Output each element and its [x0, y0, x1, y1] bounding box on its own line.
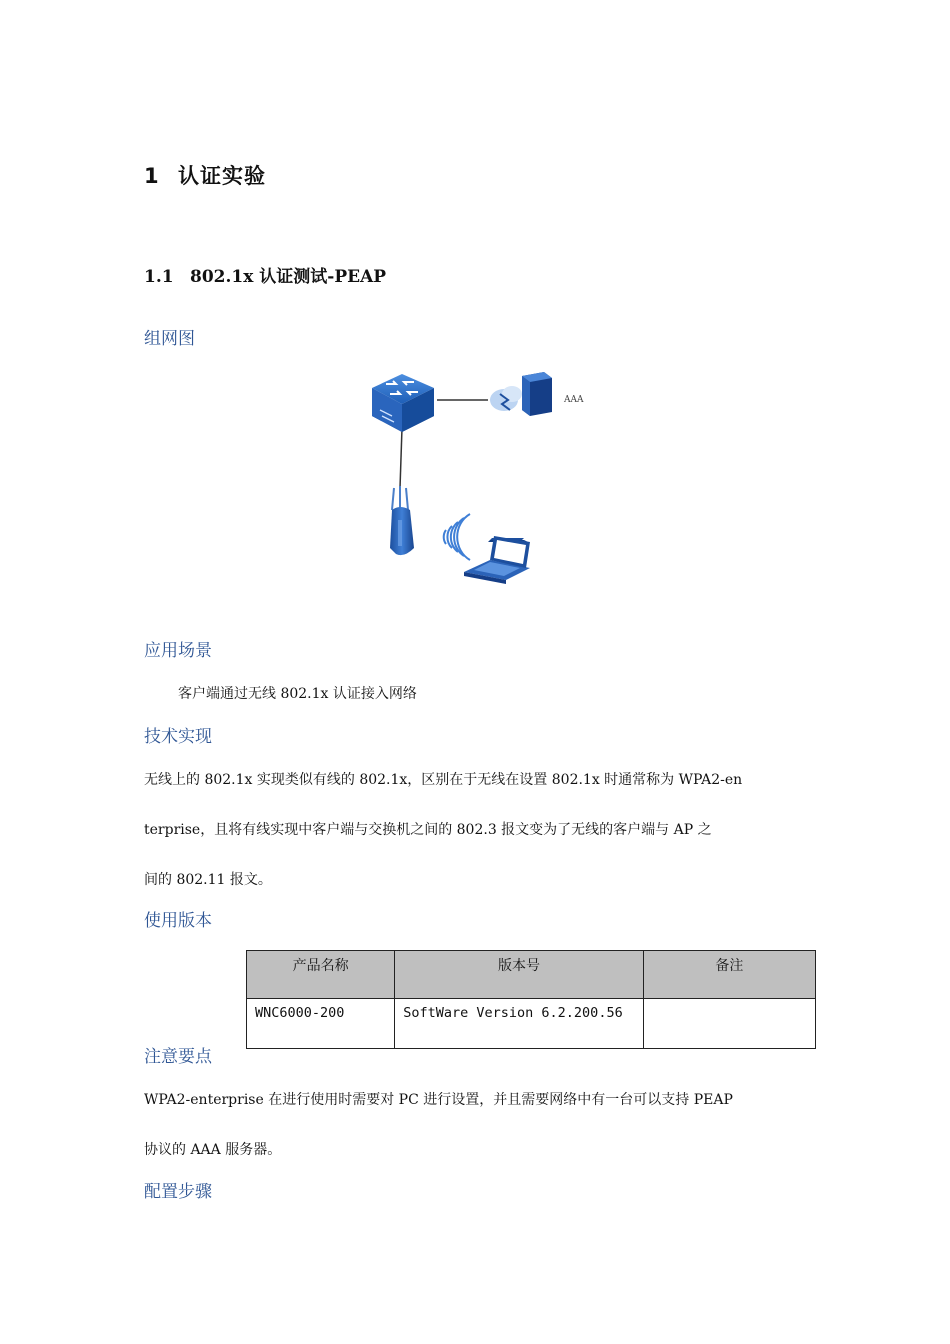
table-row — [247, 999, 816, 1049]
tech-line-1: 无线上的 802.1x 实现类似有线的 802.1x，区别在于无线在设置 802.1x 时通常称为 WPA2-en — [144, 772, 743, 788]
notes-line-2: 协议的 AAA 服务器。 — [144, 1142, 282, 1158]
table-header-cell: 备注 — [643, 951, 815, 999]
heading-2-title: 802.1x 认证测试-PEAP — [190, 267, 387, 287]
server-icon — [490, 372, 552, 416]
table-cell-product: WNC6000-200 — [247, 999, 395, 1049]
section-steps-title: 配置步骤 — [144, 1182, 212, 1202]
table-header-cell: 产品名称 — [247, 951, 395, 999]
section-topology-title: 组网图 — [144, 329, 195, 349]
heading-1-number: 1 — [144, 164, 160, 188]
table-cell-remark — [643, 999, 815, 1049]
section-notes-title: 注意要点 — [144, 1047, 212, 1067]
server-label: AAA — [564, 395, 584, 405]
heading-2 — [144, 262, 386, 287]
scenario-text: 客户端通过无线 802.1x 认证接入网络 — [178, 686, 417, 702]
version-table — [246, 950, 816, 1049]
heading-1-title: 认证实验 — [178, 164, 266, 188]
notes-line-1: WPA2-enterprise 在进行使用时需要对 PC 进行设置，并且需要网络中有一台可以支持 PEAP — [144, 1092, 733, 1108]
link-switch-ap — [400, 428, 402, 488]
section-version-title: 使用版本 — [144, 911, 212, 931]
table-header-row — [247, 951, 816, 999]
wireless-signal-icon — [444, 514, 470, 560]
table-cell-version: SoftWare Version 6.2.200.56 — [395, 999, 643, 1049]
network-topology-diagram — [340, 360, 620, 610]
tech-line-2: terprise，且将有线实现中客户端与交换机之间的 802.3 报文变为了无线的客户端与 AP 之 — [144, 822, 712, 838]
tech-line-3: 间的 802.11 报文。 — [144, 872, 272, 888]
section-scenario-title: 应用场景 — [144, 641, 212, 661]
switch-icon — [372, 374, 434, 432]
access-point-icon — [390, 486, 414, 555]
heading-2-number: 1.1 — [144, 267, 174, 287]
section-tech-title: 技术实现 — [144, 727, 212, 747]
table-header-cell: 版本号 — [395, 951, 643, 999]
heading-1 — [144, 160, 266, 190]
laptop-icon — [464, 536, 530, 584]
